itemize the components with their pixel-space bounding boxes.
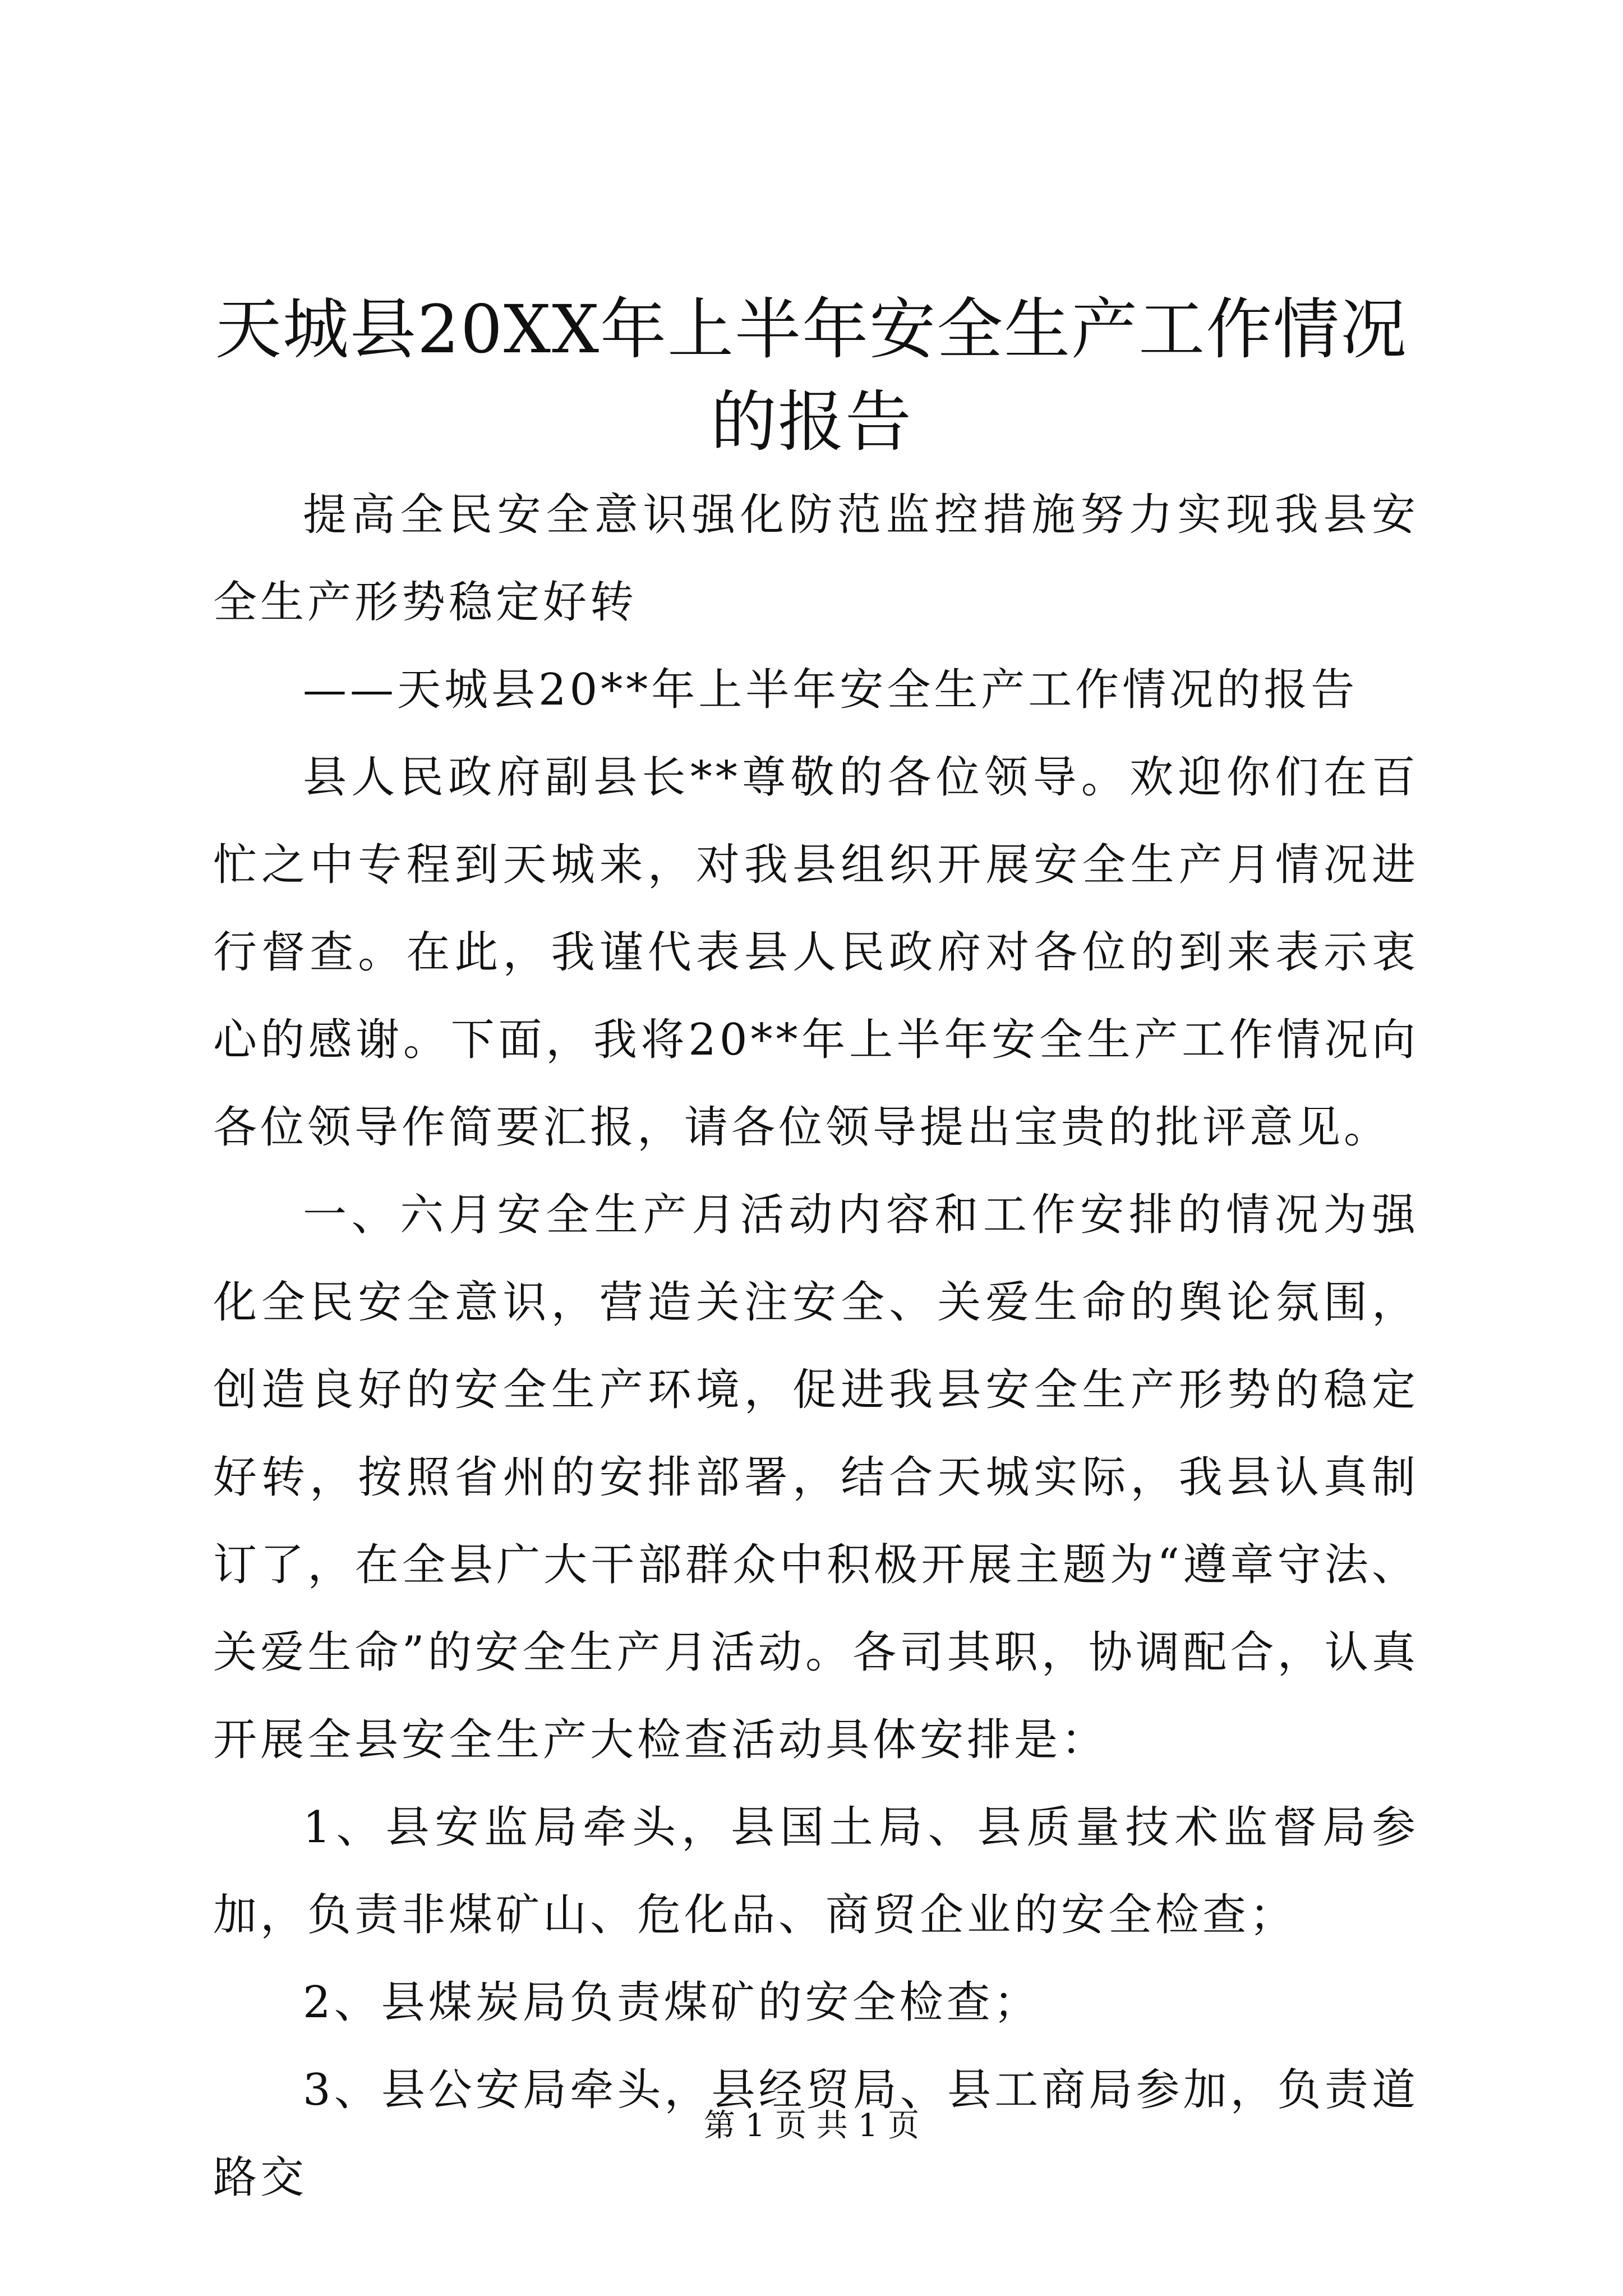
page-number-footer: 第 1 页 共 1 页: [703, 2108, 920, 2144]
paragraph-report-name: ——天城县20**年上半年安全生产工作情况的报告: [303, 665, 1358, 715]
paragraph-item-1: 1、县安监局牵头，县国土局、县质量技术监督局参加，负责非煤矿山、危化品、商贸企业的安全检查；: [213, 1802, 1419, 1940]
paragraph-subtitle: 提高全民安全意识强化防范监控措施努力实现我县安全生产形势稳定好转: [213, 490, 1419, 628]
paragraph-section-one: 一、六月安全生产月活动内容和工作安排的情况为强化全民安全意识，营造关注安全、关爱生命的舆论氛围，创造良好的安全生产环境，促进我县安全生产形势的稳定好转，按照省州的安排部署，结合天城实际，我县认真制订了，在全县广大干部群众中积极开展主题为“遵章守法、关爱生命”的安全生产月活动。各司其职，协调配合，认真开展全县安全生产大检查活动具体安排是：: [213, 1190, 1419, 1765]
document-title: 天城县20XX年上半年安全生产工作情况的报告: [215, 291, 1408, 461]
paragraph-greeting: 县人民政府副县长**尊敬的各位领导。欢迎你们在百忙之中专程到天城来，对我县组织开展安全生产月情况进行督查。在此，我谨代表县人民政府对各位的到来表示衷心的感谢。下面，我将20**年上半年安全生产工作情况向各位领导作简要汇报，请各位领导提出宝贵的批评意见。: [213, 752, 1419, 1153]
document-body: [213, 471, 1419, 2221]
paragraph-item-2: 2、县煤炭局负责煤矿的安全检查；: [303, 1977, 1041, 2028]
paragraph-item-3: 3、县公安局牵头，县经贸局、县工商局参加，负责道路交: [213, 2065, 1419, 2203]
